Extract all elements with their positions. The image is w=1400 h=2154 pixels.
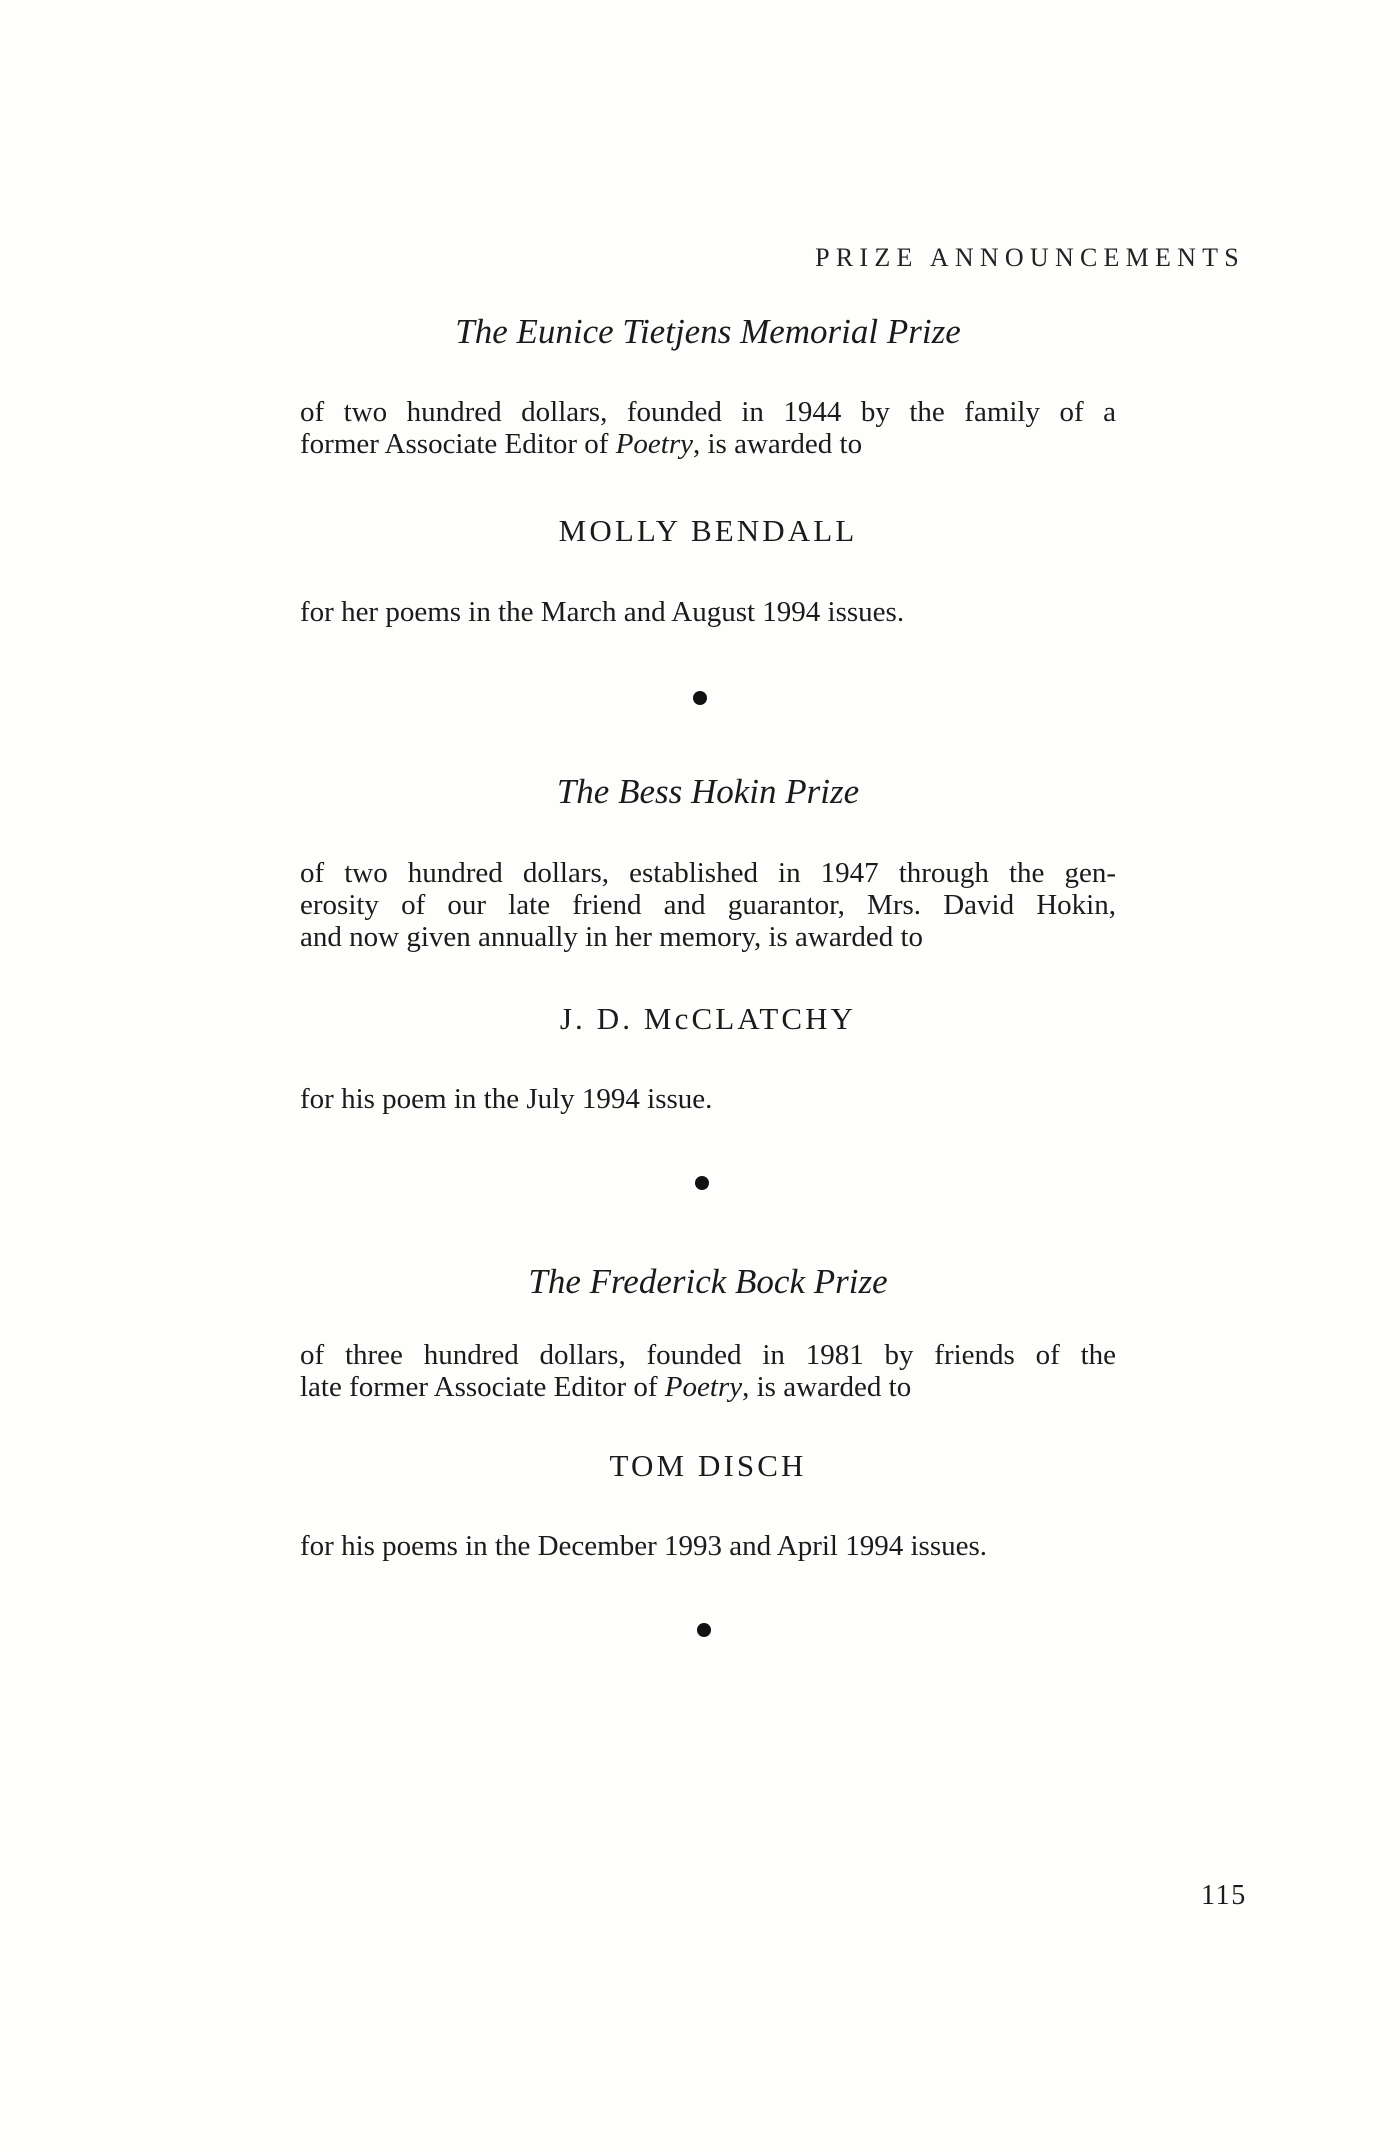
body-line: late former Associate Editor of Poetry, is awarded to — [300, 1371, 912, 1403]
recipient-name-tom-disch: TOM DISCH — [609, 1448, 807, 1483]
prize-description-frederick-bock — [300, 1339, 1116, 1403]
prize-description-eunice-tietjens — [300, 396, 1116, 460]
body-line: former Associate Editor of Poetry, is awarded to — [300, 428, 863, 460]
page-number: 115 — [1200, 1880, 1247, 1911]
section-divider-bullet-icon — [697, 1623, 711, 1637]
section-divider-bullet-icon — [695, 1176, 709, 1190]
body-line: of three hundred dollars, founded in 1981 by friends of the — [300, 1339, 1116, 1371]
body-line: erosity of our late friend and guarantor, Mrs. David Hokin, — [300, 889, 1116, 921]
running-header: PRIZE ANNOUNCEMENTS — [815, 243, 1245, 272]
citation-molly-bendall: for her poems in the March and August 1994 issues. — [300, 596, 905, 628]
prize-title-eunice-tietjens: The Eunice Tietjens Memorial Prize — [455, 312, 961, 351]
citation-jd-mcclatchy: for his poem in the July 1994 issue. — [300, 1083, 713, 1115]
recipient-name-jd-mcclatchy: J. D. McCLATCHY — [559, 1001, 857, 1036]
body-line: of two hundred dollars, established in 1947 through the gen- — [300, 857, 1116, 889]
magazine-name-italic: Poetry — [615, 428, 693, 460]
prize-title-bess-hokin: The Bess Hokin Prize — [556, 772, 860, 811]
magazine-name-italic: Poetry — [664, 1371, 743, 1403]
prize-title-frederick-bock: The Frederick Bock Prize — [528, 1262, 888, 1301]
recipient-name-molly-bendall: MOLLY BENDALL — [558, 513, 858, 548]
body-line: of two hundred dollars, founded in 1944 by the family of a — [300, 396, 1116, 428]
prize-description-bess-hokin — [300, 857, 1116, 953]
body-line: and now given annually in her memory, is awarded to — [300, 921, 924, 953]
section-divider-bullet-icon — [693, 691, 707, 705]
citation-tom-disch: for his poems in the December 1993 and April 1994 issues. — [300, 1530, 988, 1562]
